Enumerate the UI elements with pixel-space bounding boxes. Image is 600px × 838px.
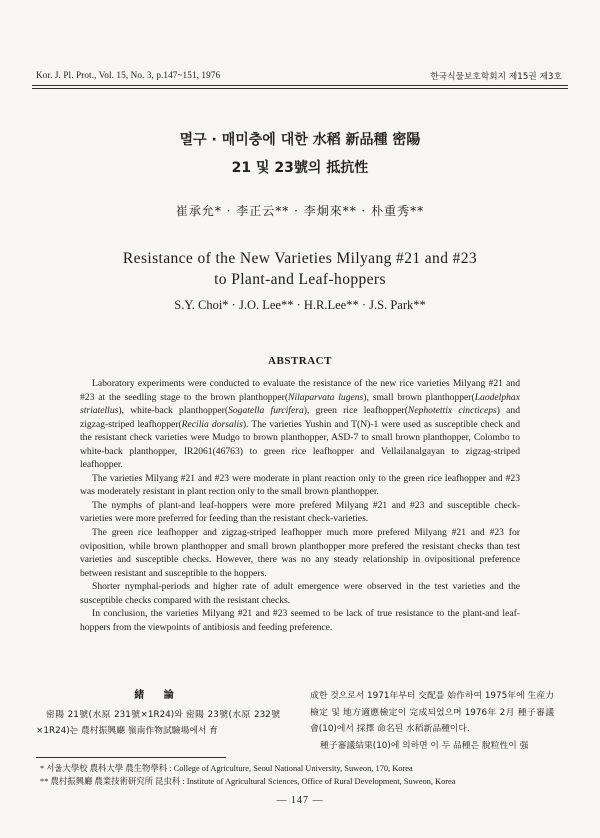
footnote-2: ** 農村振興廳 農業技術研究所 昆虫科 : Institute of Agricultural Sciences, Office of Rural Development, Suweon, Korea (40, 777, 456, 786)
intro-right-column (310, 688, 554, 754)
english-authors: S.Y. Choi* · J.O. Lee** · H.R.Lee** · J.S. Park** (174, 298, 426, 312)
intro-heading: 緒 論 (134, 690, 182, 701)
english-title-line2: to Plant-and Leaf-hoppers (214, 271, 386, 288)
abstract-paragraph-3: The nymphs of plant-and leaf-hoppers were more prefered Milyang #21 and #23 and susceptible check-varieties were more preferred for feeding than the resistant check-varieties. (80, 499, 520, 525)
intro-left-column (36, 688, 280, 740)
intro-right-paragraph-1: 成한 것으로서 1971年부터 交配를 始作하여 1975年에 生産力檢定 및 地方適應檢定이 完成되었으며 1976年 2月 種子審議會(10)에서 採擇 命名된 水稻新品種이다. (310, 691, 554, 734)
abstract-body (80, 377, 520, 634)
korean-title-line1: 멸구 · 매미충에 대한 水稻 新品種 密陽 (179, 132, 421, 148)
species-name: Laodelphax striatellus (80, 391, 520, 417)
journal-title-korean: 한국식물보호학회지 제15권 제3호 (430, 72, 562, 82)
header-rule-top (32, 85, 568, 86)
intro-right-paragraph-2: 種子審議結果(10)에 의하면 이 두 品種은 脫粒性이 强 (320, 740, 529, 751)
footnote-rule (36, 757, 226, 758)
abstract-heading: ABSTRACT (268, 355, 332, 367)
abstract-paragraph-5: Shorter nymphal-periods and higher rate of adult emergence were observed in the test varieties and the susceptible checks compared with the resistant checks. (80, 581, 520, 606)
species-name: Sogatella furcifera (228, 405, 304, 417)
species-name: Nilaparvata lugens (288, 391, 364, 403)
korean-authors: 崔承允* · 李正云** · 李炯來** · 朴重秀** (175, 204, 425, 218)
abstract-paragraph-6: In conclusion, the varieties Milyang #21 and #23 seemed to be lack of true resistance to the plant-and leaf-hoppers from the viewpoints of antibiosis and feeding preference. (80, 608, 520, 633)
header-rule-bottom (32, 88, 568, 89)
abstract-paragraph-4: The green rice leafhopper and zigzag-striped leafhopper much more prefered Milyang #21 and #23 for oviposition, while brown planthopper and small brown planthopper more prefered the resistant checks than test varieties and susceptible checks. However, there was no any steady relationship in ovipositional preference between resistant and susceptible to the hoppers. (80, 527, 520, 579)
abstract-paragraph-1: Laboratory experiments were conducted to evaluate the resistance of the new rice varieties Milyang #21 and #23 at the seedling stage to the brown planthopper(Nilaparvata lugens), small brown planthopper(Laodelphax striatellus), white-back planthopper(Sogatella furcifera), green rice leafhopper(Nephotettix cincticeps) and zigzag-striped leafhopper(Recilia dorsalis). The varieties Yushin and T(N)-1 were used as susceptible check and the resistant check varieties were Mudgo to brown planthopper, ASD-7 to small brown planthopper, Colombo to white-back planthopper, IR2061(46763) to green rice leafhopper and Vellailanalgayan to zigzag-striped leafhopper. (80, 378, 521, 471)
korean-title-line2: 21 및 23號의 抵抗性 (231, 160, 369, 176)
page-number: — 147 — (276, 795, 324, 806)
english-title-line1: Resistance of the New Varieties Milyang #21 and #23 (122, 250, 478, 267)
journal-citation: Kor. J. Pl. Prot., Vol. 15, No. 3, p.147~151, 1976 (36, 70, 221, 80)
footnote-1: * 서울大學校 農科大學 農生物學科 : College of Agriculture, Seoul National University, Suweon, 170, Korea (40, 764, 413, 773)
intro-left-paragraph: 密陽 21號(水原 231號×1R24)와 密陽 23號(水原 232號×1R24)는 農村振興廳 嶺南作物試驗場에서 育 (36, 709, 280, 736)
abstract-paragraph-2: The varieties Milyang #21 and #23 were moderate in plant reaction only to the green rice leafhopper and #23 was moderately resistant in plant rection only to the small brown planthopper. (80, 472, 520, 498)
species-name: Recilia dorsalis (181, 418, 243, 430)
species-name: Nephotettix cincticeps (407, 405, 497, 417)
